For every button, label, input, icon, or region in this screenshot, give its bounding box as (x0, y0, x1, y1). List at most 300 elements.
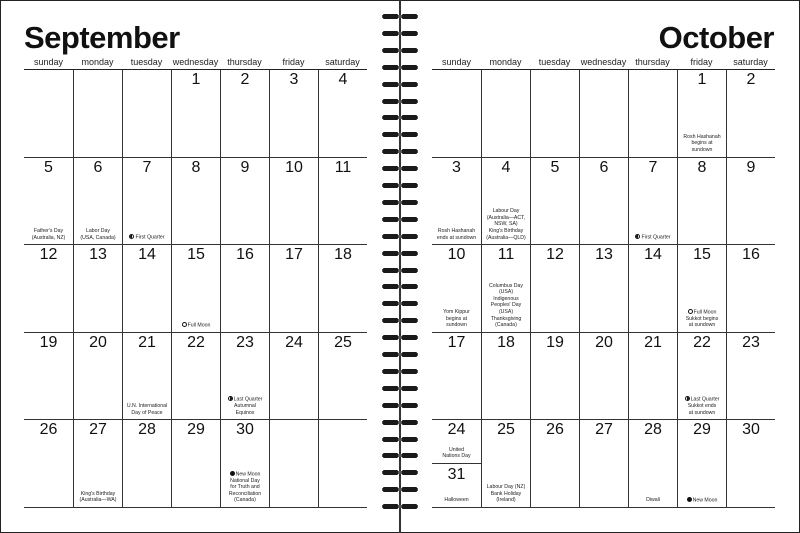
event-line (483, 491, 529, 498)
event-text: King's Birthday (80, 490, 116, 497)
day-number: 4 (501, 158, 511, 176)
day-number: 24 (285, 333, 303, 351)
day-number: 31 (447, 466, 466, 484)
day-events (222, 396, 268, 416)
day-cell[interactable] (677, 245, 726, 333)
weekday-label: wednesday (172, 57, 219, 67)
ring-loop (402, 115, 417, 120)
ring-loop (383, 369, 398, 374)
event-text: (Ireland) (496, 497, 516, 504)
binding-ring (380, 384, 420, 393)
event-line (75, 497, 121, 504)
ring-loop (383, 48, 398, 53)
binding-ring (380, 147, 420, 156)
event-line (483, 322, 529, 329)
ring-loop (402, 352, 417, 357)
day-cell[interactable] (24, 245, 73, 333)
day-number: 27 (595, 421, 613, 439)
ring-loop (402, 200, 417, 205)
binding-ring (380, 12, 420, 21)
day-cell[interactable] (220, 70, 269, 158)
event-line (222, 410, 268, 417)
event-line (433, 453, 480, 460)
day-cell[interactable] (122, 158, 171, 246)
event-line (679, 140, 725, 147)
day-number: 18 (334, 246, 352, 264)
binding-ring (380, 502, 420, 511)
event-text: (USA, Canada) (80, 234, 116, 241)
day-cell[interactable] (318, 333, 367, 421)
day-cell[interactable] (530, 420, 579, 508)
binding-ring (380, 198, 420, 207)
day-cell[interactable] (677, 158, 726, 246)
day-cell[interactable] (579, 245, 628, 333)
event-line (222, 497, 268, 504)
day-number: 11 (334, 158, 352, 176)
event-text: Halloween (444, 497, 469, 504)
ring-loop (383, 335, 398, 340)
day-cell[interactable] (122, 245, 171, 333)
weekday-label: monday (81, 57, 114, 67)
event-text: United (449, 446, 464, 453)
ring-loop (383, 200, 398, 205)
cell-divider (432, 463, 481, 464)
day-number: 9 (240, 158, 250, 176)
ring-loop (383, 504, 398, 509)
october-grid (432, 70, 775, 508)
event-text: Day of Peace (131, 409, 163, 416)
event-line (75, 228, 121, 235)
day-cell[interactable] (171, 245, 220, 333)
event-line (679, 410, 725, 417)
day-number: 25 (497, 421, 515, 439)
day-number: 26 (39, 421, 58, 439)
day-number: 24 (447, 421, 466, 439)
ring-loop (383, 403, 398, 408)
event-text: Bank Holiday (490, 490, 522, 497)
event-line (222, 484, 268, 491)
day-cell[interactable] (628, 333, 677, 421)
day-events (25, 228, 72, 241)
binding-ring (380, 435, 420, 444)
day-cell[interactable] (481, 245, 530, 333)
event-line (679, 147, 725, 154)
event-line (483, 283, 529, 290)
event-line (483, 316, 529, 323)
day-cell[interactable] (73, 333, 122, 421)
binding-ring (380, 468, 420, 477)
new-moon-icon (230, 471, 235, 476)
day-number: 23 (742, 333, 760, 351)
binding-ring (380, 316, 420, 325)
full-moon-icon (688, 309, 693, 314)
ring-loop (402, 386, 417, 391)
day-cell[interactable] (122, 420, 171, 508)
event-text: at sundown (688, 409, 716, 416)
day-cell[interactable] (171, 70, 220, 158)
weekday-header (24, 56, 367, 70)
day-number: 14 (644, 246, 662, 264)
day-number: 10 (447, 246, 466, 264)
day-cell[interactable] (530, 245, 579, 333)
event-line (679, 403, 725, 410)
empty-cell (122, 70, 171, 158)
day-number: 6 (599, 158, 609, 176)
day-cell[interactable] (726, 420, 775, 508)
day-cell[interactable] (726, 158, 775, 246)
ring-loop (402, 453, 417, 458)
event-text: (Australia—QLD) (486, 234, 526, 241)
day-events (483, 208, 529, 241)
event-text: U.N. International (126, 403, 168, 410)
ring-loop (402, 14, 417, 19)
ring-loop (402, 99, 417, 104)
day-cell[interactable] (73, 158, 122, 246)
event-text: Labor Day (86, 228, 110, 234)
day-cell[interactable] (73, 245, 122, 333)
day-cell[interactable] (269, 158, 318, 246)
weekday-label: monday (489, 57, 522, 67)
event-text: ends at sundown (436, 234, 477, 241)
ring-loop (402, 82, 417, 87)
event-text: Diwali (646, 497, 660, 504)
day-cell[interactable] (24, 420, 73, 508)
event-line (222, 478, 268, 485)
ring-loop (402, 234, 417, 239)
event-line (75, 491, 121, 498)
event-line (483, 296, 529, 303)
event-line (483, 309, 529, 316)
day-number: 25 (334, 333, 352, 351)
ring-loop (402, 487, 417, 492)
day-cell[interactable] (220, 333, 269, 421)
weekday-label: saturday (325, 57, 360, 67)
full-moon-icon (182, 322, 187, 327)
day-number: 5 (44, 158, 53, 176)
event-text: Nations Day (442, 453, 471, 460)
binding-ring (380, 181, 420, 190)
day-cell[interactable] (220, 158, 269, 246)
day-cell[interactable] (481, 420, 530, 508)
day-cell[interactable] (677, 333, 726, 421)
day-number: 13 (89, 246, 107, 264)
day-cell[interactable] (432, 245, 481, 333)
event-line (75, 235, 121, 242)
event-text: at sundown (688, 322, 716, 329)
event-text: Yom Kippur (443, 309, 470, 316)
event-text: sundown (691, 147, 713, 153)
ring-loop (402, 48, 417, 53)
empty-cell (269, 420, 318, 508)
day-events (679, 396, 725, 416)
month-title-september: September (24, 20, 180, 55)
ring-loop (383, 470, 398, 475)
ring-loop (383, 217, 398, 222)
binding-ring (380, 485, 420, 494)
binding-ring (380, 367, 420, 376)
event-line (433, 447, 480, 454)
binding-ring (380, 282, 420, 291)
day-number: 28 (644, 421, 662, 439)
ring-loop (402, 183, 417, 188)
event-text: Last Quarter (690, 396, 720, 403)
day-number: 21 (644, 333, 662, 351)
ring-loop (383, 149, 398, 154)
day-cell[interactable] (269, 245, 318, 333)
day-number: 11 (497, 246, 515, 264)
day-cell[interactable] (318, 158, 367, 246)
day-cell[interactable] (432, 158, 481, 246)
event-line (630, 234, 676, 241)
day-number: 18 (497, 333, 515, 351)
day-number: 13 (595, 246, 613, 264)
september-page (24, 0, 369, 533)
day-number: 8 (191, 158, 201, 176)
weekday-label: sunday (441, 57, 472, 67)
event-text: Labour Day (492, 208, 520, 215)
event-text: Thanksgiving (490, 315, 522, 322)
event-text: Equinox (235, 409, 255, 416)
event-line (222, 403, 268, 410)
ring-loop (402, 318, 417, 323)
day-cell[interactable] (530, 333, 579, 421)
day-number: 14 (138, 246, 156, 264)
binding-ring (380, 418, 420, 427)
event-text: Last Quarter (233, 396, 263, 403)
day-events (679, 309, 725, 329)
day-events (630, 234, 676, 241)
ring-loop (383, 251, 398, 256)
event-text: Full Moon (187, 322, 211, 329)
day-number: 9 (746, 158, 756, 176)
ring-loop (383, 268, 398, 273)
weekday-label: friday (282, 57, 305, 67)
event-text: Rosh Hashanah (683, 133, 721, 140)
binding-ring (380, 266, 420, 275)
day-cell[interactable] (171, 420, 220, 508)
ring-loop (383, 352, 398, 357)
day-number: 30 (742, 421, 760, 439)
weekday-label: tuesday (130, 57, 163, 67)
september-grid (24, 70, 367, 508)
day-cell[interactable] (432, 420, 481, 508)
event-text: First Quarter (641, 234, 671, 241)
ring-loop (402, 268, 417, 273)
day-events (433, 497, 480, 504)
event-line (433, 497, 480, 504)
day-cell[interactable] (73, 420, 122, 508)
ring-loop (402, 437, 417, 442)
empty-cell (318, 420, 367, 508)
ring-loop (383, 65, 398, 70)
ring-loop (402, 31, 417, 36)
ring-loop (383, 183, 398, 188)
empty-cell (530, 70, 579, 158)
ring-loop (383, 14, 398, 19)
event-line (124, 410, 170, 417)
day-cell[interactable] (269, 70, 318, 158)
event-text: New Moon (235, 471, 261, 478)
empty-cell (481, 70, 530, 158)
day-cell[interactable] (481, 333, 530, 421)
day-cell[interactable] (318, 70, 367, 158)
event-line (483, 302, 529, 309)
ring-loop (383, 284, 398, 289)
day-cell[interactable] (122, 333, 171, 421)
day-number: 3 (289, 71, 299, 88)
day-number: 16 (742, 246, 760, 264)
ring-loop (383, 82, 398, 87)
day-cell[interactable] (318, 245, 367, 333)
weekday-label: tuesday (538, 57, 571, 67)
binding-ring (380, 97, 420, 106)
event-text: begins at (445, 315, 468, 322)
event-line (433, 235, 480, 242)
binding-ring (380, 249, 420, 258)
event-text: (Australia—WA) (79, 497, 117, 504)
day-cell[interactable] (628, 420, 677, 508)
event-line (433, 309, 480, 316)
day-number: 1 (697, 71, 707, 88)
ring-loop (402, 335, 417, 340)
ring-loop (402, 65, 417, 70)
event-text: (USA) (498, 289, 514, 296)
day-cell[interactable] (269, 333, 318, 421)
day-events (679, 134, 725, 154)
day-number: 20 (89, 333, 107, 351)
weekday-label: saturday (733, 57, 768, 67)
ring-loop (402, 166, 417, 171)
first-moon-icon (129, 234, 134, 239)
event-line (124, 403, 170, 410)
day-number: 1 (191, 71, 201, 88)
ring-loop (383, 386, 398, 391)
event-text: Autumnal (234, 403, 256, 410)
day-cell[interactable] (726, 70, 775, 158)
event-line (679, 322, 725, 329)
day-cell[interactable] (24, 158, 73, 246)
day-number: 7 (648, 158, 658, 176)
day-cell[interactable] (530, 158, 579, 246)
event-line (679, 134, 725, 141)
event-text: sundown (446, 322, 467, 329)
binding-ring (380, 333, 420, 342)
event-line (630, 497, 676, 504)
binding-ring (380, 451, 420, 460)
event-text: (USA) (498, 309, 514, 316)
day-number: 22 (187, 333, 205, 351)
binding-ring (380, 29, 420, 38)
empty-cell (73, 70, 122, 158)
day-number: 5 (550, 158, 560, 176)
event-line (679, 497, 725, 504)
october-page (432, 0, 777, 533)
event-text: (Australia, NZ) (31, 234, 66, 241)
day-number: 26 (546, 421, 564, 439)
event-line (483, 208, 529, 215)
day-events (433, 309, 480, 329)
day-cell[interactable] (579, 158, 628, 246)
binding-ring (380, 215, 420, 224)
day-cell[interactable] (579, 333, 628, 421)
day-events (630, 497, 676, 504)
event-line (483, 215, 529, 222)
day-number: 21 (138, 333, 156, 351)
day-cell[interactable] (481, 158, 530, 246)
weekday-header (432, 56, 775, 70)
last-moon-icon (228, 396, 233, 401)
day-cell[interactable] (628, 245, 677, 333)
day-cell[interactable] (24, 333, 73, 421)
day-number: 8 (697, 158, 707, 176)
event-text: Peoples' Day (490, 302, 522, 309)
event-text: Columbus Day (488, 282, 524, 289)
event-text: Reconciliation (228, 490, 262, 497)
ring-loop (402, 217, 417, 222)
ring-loop (383, 318, 398, 323)
binding-ring (380, 80, 420, 89)
day-number: 6 (93, 158, 103, 176)
binding-ring (380, 164, 420, 173)
day-number: 30 (236, 421, 254, 439)
day-cell[interactable] (726, 333, 775, 421)
day-number: 23 (236, 333, 254, 351)
event-line (679, 309, 725, 316)
day-number: 12 (546, 246, 564, 264)
day-cell[interactable] (726, 245, 775, 333)
day-events (222, 471, 268, 504)
day-cell[interactable] (171, 333, 220, 421)
event-line (222, 396, 268, 403)
weekday-label: thursday (635, 57, 670, 67)
day-cell[interactable] (677, 420, 726, 508)
weekday-label: wednesday (580, 57, 627, 67)
day-number: 20 (595, 333, 613, 351)
event-text: begins at (691, 140, 713, 147)
day-number: 27 (89, 421, 107, 439)
day-cell[interactable] (220, 245, 269, 333)
event-line (483, 228, 529, 235)
event-line (679, 396, 725, 403)
day-cell[interactable] (579, 420, 628, 508)
event-text: for Truth and (230, 484, 260, 491)
binding-ring (380, 401, 420, 410)
event-text: National Day (230, 477, 260, 484)
day-cell[interactable] (628, 158, 677, 246)
event-line (679, 316, 725, 323)
day-number: 29 (187, 421, 205, 439)
event-line (25, 235, 72, 242)
weekday-label: sunday (33, 57, 64, 67)
event-text: (Australia—ACT, (486, 214, 526, 221)
ring-loop (383, 115, 398, 120)
ring-loop (383, 234, 398, 239)
day-number: 15 (693, 246, 711, 264)
day-events (75, 491, 121, 504)
day-cell[interactable] (220, 420, 269, 508)
day-cell[interactable] (432, 333, 481, 421)
ring-loop (402, 301, 417, 306)
day-number: 3 (452, 158, 461, 176)
empty-cell (579, 70, 628, 158)
day-events (173, 322, 219, 329)
event-text: Indigenous (493, 295, 519, 302)
new-moon-icon (687, 497, 692, 502)
day-cell[interactable] (171, 158, 220, 246)
weekday-label: thursday (227, 57, 262, 67)
event-text: Father's Day (33, 228, 64, 234)
day-cell[interactable] (677, 70, 726, 158)
